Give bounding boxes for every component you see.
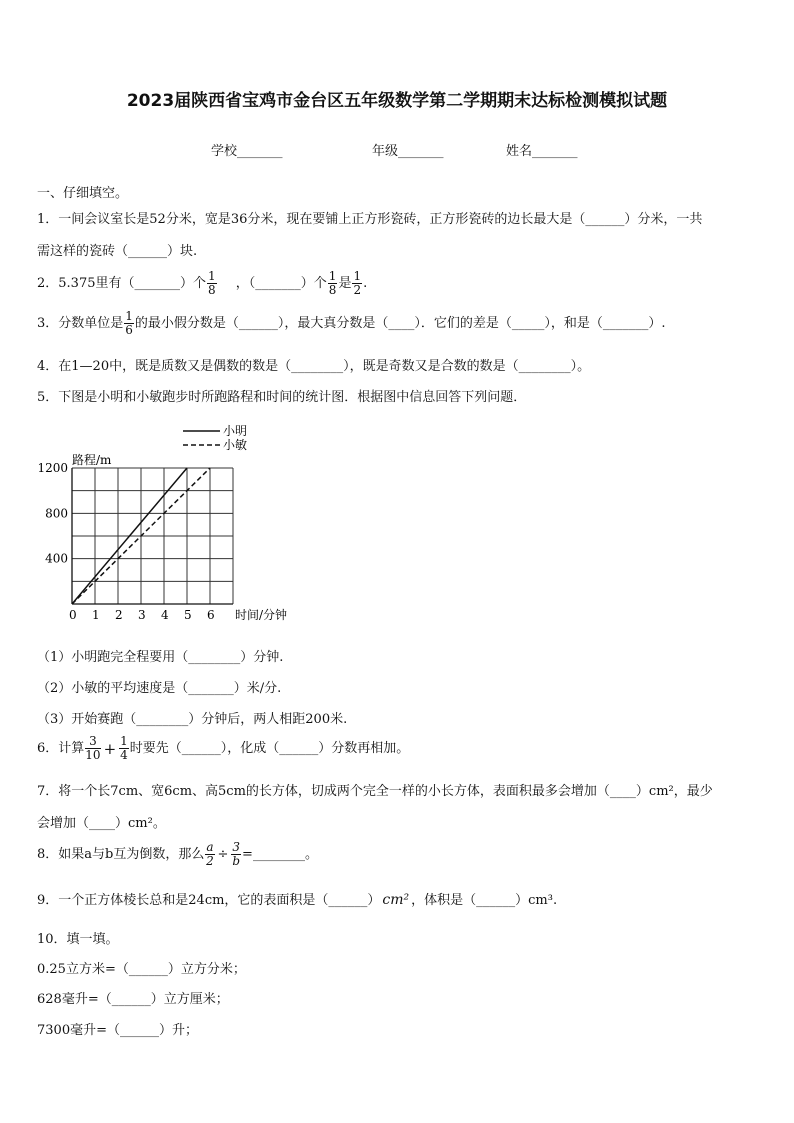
page-title: 2023届陕西省宝鸡市金台区五年级数学第二学期期末达标检测模拟试题 (126, 91, 668, 111)
x-tick-label: 1 (92, 608, 100, 622)
y-axis-label: 路程/m (72, 453, 112, 467)
x-tick-label: 0 (69, 608, 77, 622)
question-7-line-1: 7．将一个长7cm、宽6cm、高5cm的长方体，切成两个完全一样的小长方体，表面积最多会增加（____）cm²，最少 (37, 784, 713, 799)
question-10-line-1: 0.25立方米=（______）立方分米； (37, 962, 246, 977)
question-10-line-3: 7300毫升=（______）升； (37, 1023, 198, 1038)
question-3: 3．分数单位是 $\frac{1}{6}$ 的最小假分数是（______），最大真分数是（____）．它们的差是（_____），和是（_______）. (37, 309, 666, 337)
question-10-line-2: 628毫升=（______）立方厘米； (37, 992, 229, 1007)
question-5: 5．下图是小明和小敏跑步时所跑路程和时间的统计图．根据图中信息回答下列问题． (37, 390, 527, 405)
chart-grid (72, 468, 233, 604)
question-4: 4．在1—20中，既是质数又是偶数的数是（________），既是奇数又是合数的数是（________）。 (37, 359, 591, 374)
fraction: $\frac{1}{6}$ (125, 309, 133, 337)
x-tick-label: 2 (115, 608, 123, 622)
name-field: 姓名_______ (506, 144, 578, 159)
chart-legend (183, 424, 247, 452)
q2-text-c: 是 (338, 276, 352, 291)
question-6: 6．计算 $\frac{3}{10}$ + $\frac{1}{4}$ 时要先（______），化成（______）分数再相加。 (37, 734, 410, 762)
fraction: $\frac{1}{8}$ (208, 269, 216, 297)
legend-label: 小敏 (223, 438, 248, 452)
section-heading: 一、仔细填空。 (37, 186, 129, 201)
x-tick-label: 6 (207, 608, 215, 622)
question-9: 9．一个正方体棱长总和是24cm，它的表面积是（______） cm² ，体积是（______）cm³. (37, 892, 558, 908)
fraction: $\frac{1}{2}$ (353, 269, 362, 297)
question-2: 2．5.375里有（_______）个 $\frac{1}{8}$ ，（_______）个 $\frac{1}{8}$ 是 $\frac{1}{2}$ . (37, 269, 368, 297)
q2-text-b: ，（_______）个 (235, 276, 327, 291)
x-tick-label: 3 (138, 608, 146, 622)
question-5-sub-2: （2）小敏的平均速度是（_______）米/分. (37, 681, 282, 696)
y-tick-label: 400 (45, 551, 68, 566)
question-5-sub-3: （3）开始赛跑（________）分钟后，两人相距200米. (37, 712, 348, 727)
q2-text-a: 2．5.375里有（_______）个 (37, 276, 206, 291)
x-axis-label: 时间/分钟 (235, 608, 288, 622)
grade-field: 年级_______ (372, 144, 444, 159)
fraction: $\frac{1}{4}$ (120, 734, 128, 762)
legend-label: 小明 (223, 424, 248, 438)
distance-time-chart (30, 418, 350, 628)
unit-cm2: cm² (382, 892, 410, 908)
x-tick-label: 5 (184, 608, 192, 622)
question-8: 8．如果a与b互为倒数，那么 $\frac{a}{2}$ ÷ $\frac{3}{b}$ =________。 (37, 840, 318, 868)
fraction: $\frac{a}{2}$ (206, 840, 214, 868)
y-tick-label: 800 (45, 506, 68, 521)
chart-ticks (37, 461, 214, 622)
fraction: $\frac{3}{b}$ (232, 840, 241, 868)
question-7-line-2: 会增加（____）cm²。 (37, 816, 166, 831)
question-1-line-2: 需这样的瓷砖（______）块. (37, 244, 198, 259)
x-tick-label: 4 (161, 608, 169, 622)
school-field: 学校_______ (211, 144, 283, 159)
fraction: $\frac{1}{8}$ (328, 269, 337, 297)
y-tick-label: 1200 (37, 461, 68, 475)
question-1-line-1: 1．一间会议室长是52分米，宽是36分米，现在要铺上正方形瓷砖，正方形瓷砖的边长最大是（______）分米，一共 (37, 212, 703, 227)
fraction: $\frac{3}{10}$ (85, 734, 101, 762)
question-10-heading: 10．填一填。 (37, 932, 119, 947)
question-5-sub-1: （1）小明跑完全程要用（________）分钟. (37, 650, 284, 665)
